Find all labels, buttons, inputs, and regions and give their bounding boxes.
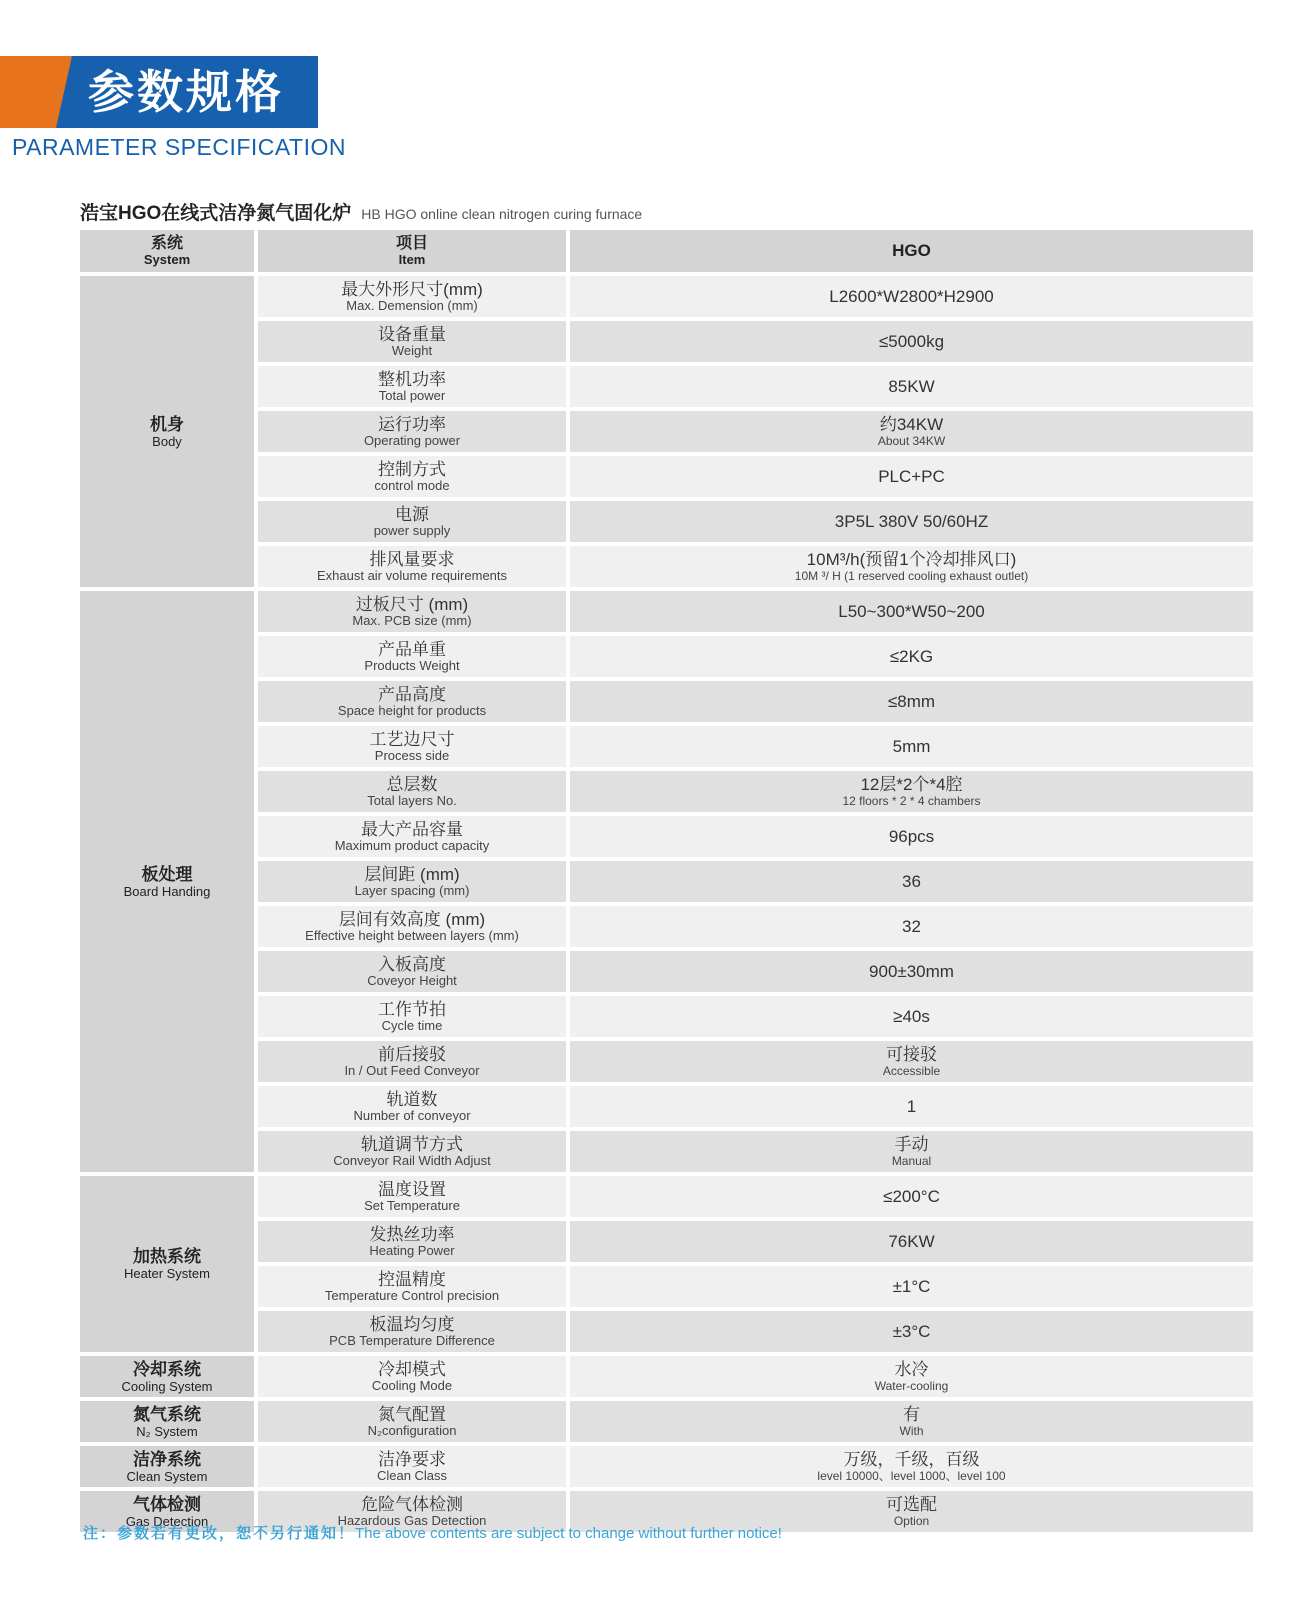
table-row xyxy=(80,636,1253,677)
item-cell xyxy=(258,726,566,767)
system-name-cn: 氮气系统 xyxy=(133,1404,201,1424)
item-cell xyxy=(258,276,566,317)
system-name-cn: 机身 xyxy=(150,414,184,434)
value-cell xyxy=(570,1266,1253,1307)
item-cell xyxy=(258,906,566,947)
item-name-en: Cycle time xyxy=(381,1018,443,1033)
value-cell xyxy=(570,591,1253,632)
value-cell xyxy=(570,726,1253,767)
value-cell xyxy=(570,321,1253,362)
spec-value: ±3°C xyxy=(892,1321,931,1341)
item-name-cn: 产品单重 xyxy=(378,640,446,659)
spec-value-en: 10M ³/ H (1 reserved cooling exhaust outlet) xyxy=(794,569,1029,583)
value-cell xyxy=(570,501,1253,542)
table-row xyxy=(80,1131,1253,1172)
spec-value: ≤2KG xyxy=(889,646,934,666)
item-name-en: N₂configuration xyxy=(367,1423,457,1438)
spec-value-cn: 水冷 xyxy=(894,1360,929,1379)
item-cell xyxy=(258,1086,566,1127)
item-cell xyxy=(258,411,566,452)
item-cell xyxy=(258,1446,566,1487)
value-cell xyxy=(570,1086,1253,1127)
header-item-en: Item xyxy=(398,252,426,267)
item-cell xyxy=(258,636,566,677)
header-system-en: System xyxy=(143,252,191,267)
spec-value-cn: 可选配 xyxy=(886,1495,937,1514)
spec-value: 3P5L 380V 50/60HZ xyxy=(834,511,989,531)
table-row xyxy=(80,951,1253,992)
item-name-cn: 排风量要求 xyxy=(369,550,455,569)
value-cell xyxy=(570,411,1253,452)
system-name-cn: 冷却系统 xyxy=(133,1359,201,1379)
table-row xyxy=(80,1221,1253,1262)
item-name-cn: 层间距 (mm) xyxy=(364,865,460,884)
item-name-en: Process side xyxy=(374,748,450,763)
item-cell xyxy=(258,501,566,542)
spec-value: 85KW xyxy=(888,376,935,396)
change-notice xyxy=(83,1522,782,1543)
item-name-en: Operating power xyxy=(363,433,461,448)
item-cell xyxy=(258,591,566,632)
spec-value-cn: 有 xyxy=(903,1405,920,1424)
table-row xyxy=(80,816,1253,857)
item-name-cn: 控制方式 xyxy=(378,460,446,479)
spec-value-cn: 万级，千级，百级 xyxy=(843,1450,980,1469)
table-row xyxy=(80,1086,1253,1127)
spec-value: 900±30mm xyxy=(869,961,954,981)
product-name-cn: 浩宝HGO在线式洁净氮气固化炉 xyxy=(80,203,352,224)
item-cell xyxy=(258,951,566,992)
item-cell xyxy=(258,321,566,362)
system-name-cn: 洁净系统 xyxy=(133,1449,201,1469)
spec-value-en: level 10000、level 1000、level 100 xyxy=(817,1469,1006,1483)
system-cell xyxy=(80,1401,254,1442)
item-name-cn: 冷却模式 xyxy=(378,1360,446,1379)
item-name-cn: 洁净要求 xyxy=(378,1450,446,1469)
item-name-cn: 最大产品容量 xyxy=(361,820,463,839)
table-row xyxy=(80,1311,1253,1352)
item-name-cn: 发热丝功率 xyxy=(369,1225,455,1244)
value-cell xyxy=(570,1356,1253,1397)
item-name-cn: 运行功率 xyxy=(378,415,446,434)
table-row xyxy=(80,366,1253,407)
product-name-en: HB HGO online clean nitrogen curing furnace xyxy=(361,206,643,222)
value-cell xyxy=(570,456,1253,497)
item-name-en: Space height for products xyxy=(337,703,487,718)
spec-value-cn: 10M³/h(预留1个冷却排风口) xyxy=(806,550,1017,569)
header-model: HGO xyxy=(892,241,931,260)
item-name-en: Products Weight xyxy=(364,658,460,673)
table-row xyxy=(80,1401,1253,1442)
spec-value: PLC+PC xyxy=(878,466,945,486)
item-cell xyxy=(258,1176,566,1217)
system-cell xyxy=(80,1446,254,1487)
item-name-cn: 工作节拍 xyxy=(378,1000,446,1019)
item-name-en: Max. Demension (mm) xyxy=(346,298,478,313)
system-name-en: N₂ System xyxy=(136,1423,198,1439)
value-cell xyxy=(570,1221,1253,1262)
table-row xyxy=(80,321,1253,362)
system-cell xyxy=(80,591,254,1172)
spec-value: ≥40s xyxy=(893,1006,930,1026)
item-name-en: Total power xyxy=(378,388,446,403)
item-name-cn: 前后接驳 xyxy=(378,1045,446,1064)
item-name-cn: 整机功率 xyxy=(378,370,446,389)
item-cell xyxy=(258,1356,566,1397)
item-cell xyxy=(258,366,566,407)
table-row xyxy=(80,1446,1253,1487)
spec-value-en: With xyxy=(899,1424,924,1438)
value-cell xyxy=(570,771,1253,812)
spec-value: ±1°C xyxy=(892,1276,931,1296)
item-name-en: Clean Class xyxy=(376,1468,448,1483)
table-row xyxy=(80,1041,1253,1082)
header-item-cell xyxy=(258,230,566,272)
item-name-en: Layer spacing (mm) xyxy=(354,883,470,898)
item-cell xyxy=(258,1221,566,1262)
table-row xyxy=(80,456,1253,497)
value-cell xyxy=(570,861,1253,902)
item-cell xyxy=(258,1311,566,1352)
item-name-cn: 入板高度 xyxy=(378,955,446,974)
system-name-cn: 气体检测 xyxy=(133,1494,201,1514)
spec-value-en: Water-cooling xyxy=(874,1379,949,1393)
table-row xyxy=(80,1356,1253,1397)
item-name-cn: 最大外形尺寸(mm) xyxy=(341,280,483,299)
item-name-cn: 产品高度 xyxy=(378,685,446,704)
spec-table-body xyxy=(80,230,1253,1532)
spec-value: 32 xyxy=(902,916,921,936)
item-name-en: PCB Temperature Difference xyxy=(329,1333,495,1348)
page-title: 参数规格 xyxy=(88,66,284,118)
spec-value: 1 xyxy=(906,1096,917,1116)
spec-value: 5mm xyxy=(892,736,931,756)
table-row xyxy=(80,501,1253,542)
table-row xyxy=(80,411,1253,452)
item-name-en: In / Out Feed Conveyor xyxy=(344,1063,480,1078)
table-row xyxy=(80,1176,1253,1217)
table-row xyxy=(80,1266,1253,1307)
system-name-cn: 加热系统 xyxy=(133,1247,201,1266)
value-cell xyxy=(570,636,1253,677)
item-name-cn: 轨道调节方式 xyxy=(361,1135,463,1154)
table-row xyxy=(80,726,1253,767)
item-cell xyxy=(258,861,566,902)
value-cell xyxy=(570,996,1253,1037)
item-name-cn: 总层数 xyxy=(386,775,438,794)
item-name-en: Heating Power xyxy=(369,1243,455,1258)
item-name-en: Hazardous Gas Detection xyxy=(337,1513,487,1528)
value-cell xyxy=(570,1176,1253,1217)
spec-value-en: Accessible xyxy=(882,1064,941,1078)
spec-value-en: Option xyxy=(893,1514,930,1528)
value-cell xyxy=(570,951,1253,992)
item-cell xyxy=(258,1401,566,1442)
item-name-cn: 层间有效高度 (mm) xyxy=(338,910,486,929)
value-cell xyxy=(570,366,1253,407)
notice-cn: 注：参数若有更改，恕不另行通知！ xyxy=(83,1526,356,1542)
spec-value: L2600*W2800*H2900 xyxy=(829,286,994,306)
value-cell xyxy=(570,1041,1253,1082)
system-name-en: Cooling System xyxy=(121,1378,213,1394)
spec-value-cn: 12层*2个*4腔 xyxy=(860,775,963,794)
item-name-cn: 电源 xyxy=(395,505,429,524)
item-cell xyxy=(258,681,566,722)
spec-table xyxy=(76,226,1257,1536)
value-cell xyxy=(570,1401,1253,1442)
system-name-en: Body xyxy=(152,433,182,449)
table-row xyxy=(80,996,1253,1037)
item-cell xyxy=(258,771,566,812)
spec-value: 36 xyxy=(902,871,921,891)
spec-value-cn: 手动 xyxy=(894,1135,929,1154)
item-cell xyxy=(258,1266,566,1307)
value-cell xyxy=(570,816,1253,857)
item-name-cn: 工艺边尺寸 xyxy=(369,730,455,749)
item-name-cn: 板温均匀度 xyxy=(369,1315,455,1334)
item-name-cn: 过板尺寸 (mm) xyxy=(355,595,469,614)
system-name-en: Heater System xyxy=(124,1266,210,1281)
item-name-en: power supply xyxy=(373,523,451,538)
notice-en: The above contents are subject to change without further notice! xyxy=(355,1525,782,1542)
system-name-en: Clean System xyxy=(126,1468,208,1484)
item-cell xyxy=(258,996,566,1037)
spec-value: ≤8mm xyxy=(887,691,936,711)
table-row xyxy=(80,681,1253,722)
item-name-en: Total layers No. xyxy=(367,793,457,808)
item-name-en: Number of conveyor xyxy=(353,1108,471,1123)
header-system-cell xyxy=(80,230,254,272)
value-cell xyxy=(570,681,1253,722)
item-name-en: Temperature Control precision xyxy=(324,1288,500,1303)
item-cell xyxy=(258,1131,566,1172)
value-cell xyxy=(570,276,1253,317)
spec-value-cn: 可接驳 xyxy=(886,1045,937,1064)
item-cell xyxy=(258,1041,566,1082)
spec-value-en: Manual xyxy=(891,1154,932,1168)
value-cell xyxy=(570,1311,1253,1352)
page-title-english: PARAMETER SPECIFICATION xyxy=(12,134,346,160)
spec-value: ≤200°C xyxy=(883,1186,940,1206)
spec-value-en: About 34KW xyxy=(877,434,946,448)
system-cell xyxy=(80,1356,254,1397)
item-name-en: Maximum product capacity xyxy=(334,838,490,853)
item-name-en: control mode xyxy=(374,478,450,493)
header-item-cn: 项目 xyxy=(395,235,428,252)
item-cell xyxy=(258,456,566,497)
item-name-en: Weight xyxy=(391,343,433,358)
item-name-en: Set Temperature xyxy=(364,1198,460,1213)
item-name-cn: 设备重量 xyxy=(378,325,446,344)
spec-value-cn: 约34KW xyxy=(879,415,944,434)
value-cell xyxy=(570,1446,1253,1487)
header-system-cn: 系统 xyxy=(150,235,183,252)
system-cell xyxy=(80,1176,254,1352)
item-name-en: Exhaust air volume requirements xyxy=(316,568,508,583)
item-cell xyxy=(258,546,566,587)
item-name-cn: 温度设置 xyxy=(378,1180,446,1199)
spec-value: 96pcs xyxy=(888,826,935,846)
item-name-en: Coveyor Height xyxy=(367,973,457,988)
table-row xyxy=(80,906,1253,947)
value-cell xyxy=(570,546,1253,587)
system-name-en: Gas Detection xyxy=(125,1513,209,1529)
table-row xyxy=(80,861,1253,902)
value-cell xyxy=(570,1131,1253,1172)
table-header-row xyxy=(80,230,1253,272)
system-cell xyxy=(80,276,254,587)
spec-value: 76KW xyxy=(888,1231,935,1251)
value-cell xyxy=(570,906,1253,947)
item-name-cn: 轨道数 xyxy=(386,1090,438,1109)
spec-value: L50~300*W50~200 xyxy=(838,601,985,621)
header-value-cell xyxy=(570,230,1253,272)
item-name-cn: 氮气配置 xyxy=(378,1405,446,1424)
system-name-en: Board Handing xyxy=(123,883,211,899)
table-row xyxy=(80,276,1253,317)
product-title xyxy=(80,198,642,225)
item-name-cn: 危险气体检测 xyxy=(361,1495,463,1514)
table-row xyxy=(80,771,1253,812)
spec-value: ≤5000kg xyxy=(878,331,945,351)
item-name-en: Max. PCB size (mm) xyxy=(352,613,472,628)
item-name-cn: 控温精度 xyxy=(378,1270,446,1289)
system-name-cn: 板处理 xyxy=(141,864,193,884)
table-row xyxy=(80,546,1253,587)
spec-value-en: 12 floors * 2 * 4 chambers xyxy=(842,794,981,808)
item-name-en: Effective height between layers (mm) xyxy=(305,928,519,943)
item-name-en: Conveyor Rail Width Adjust xyxy=(333,1153,491,1168)
item-cell xyxy=(258,816,566,857)
item-name-en: Cooling Mode xyxy=(371,1378,453,1393)
table-row xyxy=(80,591,1253,632)
